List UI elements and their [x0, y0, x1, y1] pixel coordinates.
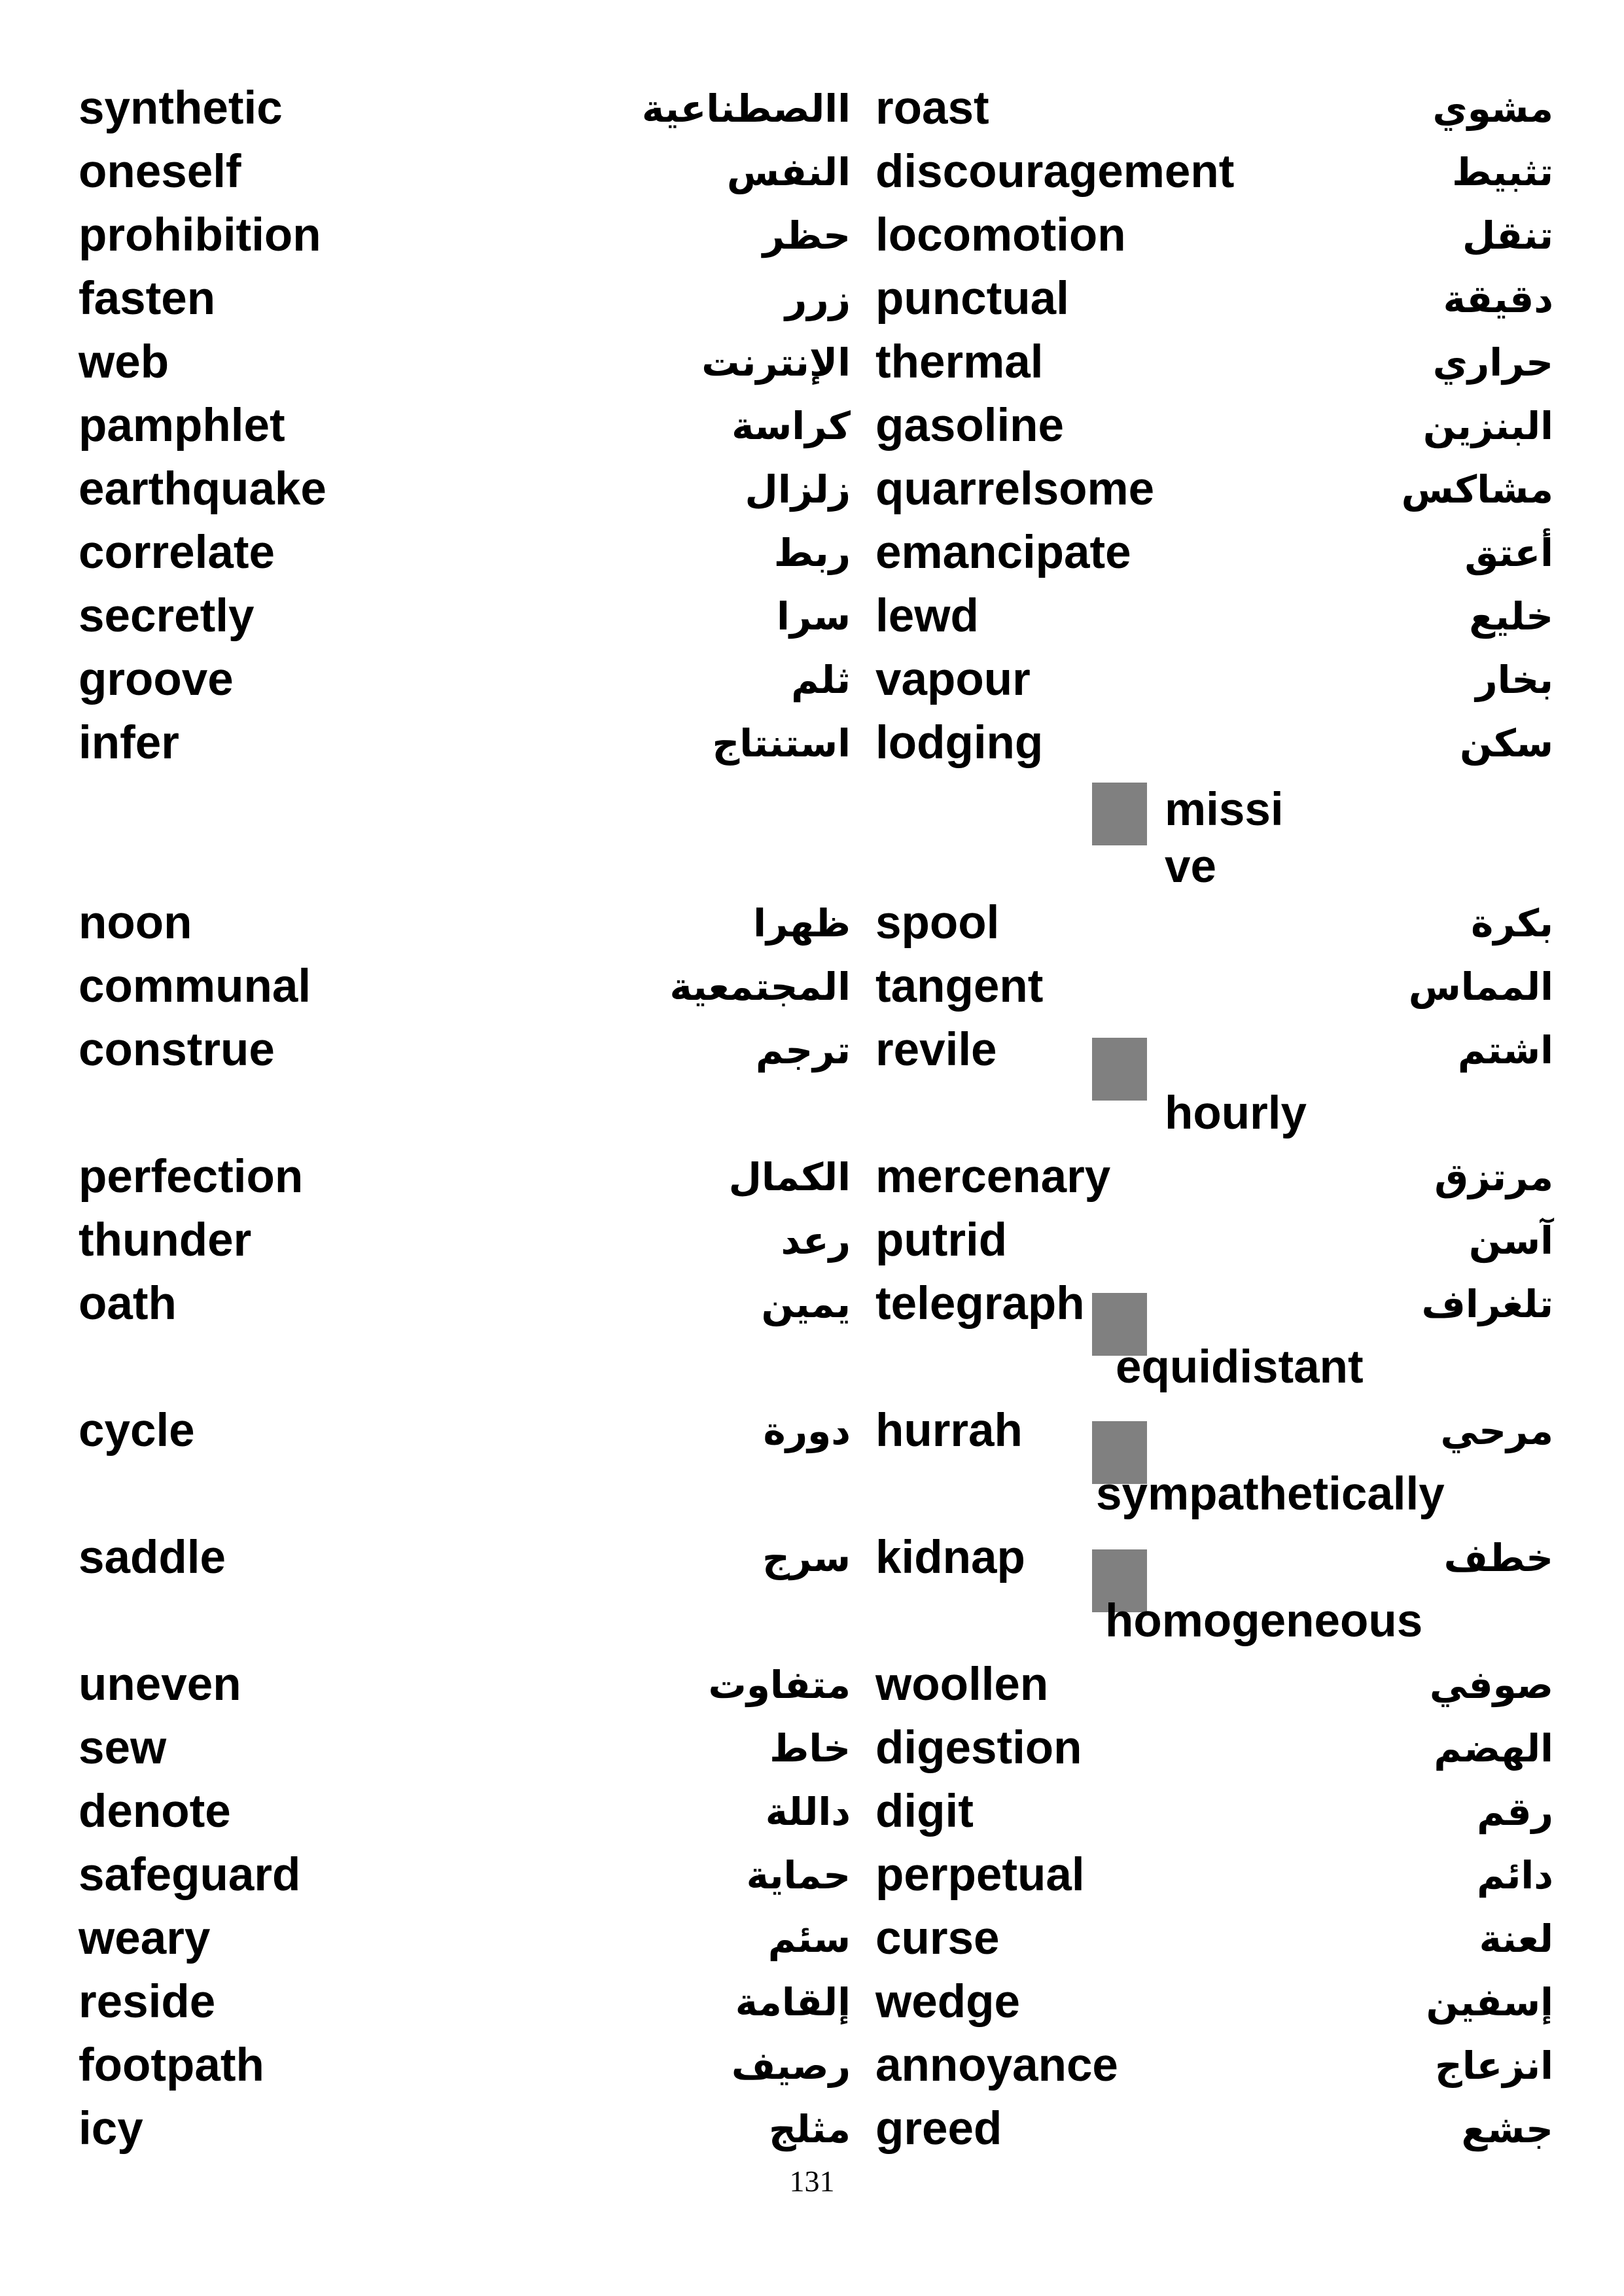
right-en-word: perpetual	[875, 1849, 1085, 1901]
left-en-word: saddle	[79, 1532, 226, 1583]
right-en-word: digestion	[875, 1722, 1082, 1774]
image-placeholder	[1092, 1038, 1147, 1101]
left-en-word: construe	[79, 1024, 275, 1076]
right-en-word: emancipate	[875, 527, 1131, 578]
left-en-word: web	[79, 336, 169, 388]
left-en-word: sew	[79, 1722, 167, 1774]
left-ar-translation: االصطناعية	[641, 86, 851, 131]
left-en-word: cycle	[79, 1405, 195, 1457]
right-ar-translation: حراري	[1432, 340, 1553, 385]
right-ar-translation: جشع	[1461, 2107, 1553, 2151]
left-en-word: thunder	[79, 1214, 252, 1266]
left-ar-translation: رصيف	[731, 2043, 851, 2088]
left-ar-translation: النفس	[726, 150, 851, 194]
floating-word-sympathetically: sympathetically	[1096, 1468, 1445, 1520]
left-ar-translation: إلقامة	[735, 1980, 851, 2024]
right-en-word: punctual	[875, 273, 1069, 325]
left-ar-translation: حظر	[762, 213, 851, 258]
right-ar-translation: إسفين	[1426, 1980, 1553, 2024]
right-ar-translation: مشاكس	[1401, 467, 1553, 512]
right-en-word: revile	[875, 1024, 997, 1076]
left-en-word: perfection	[79, 1151, 304, 1203]
floating-word-hourly: hourly	[1165, 1087, 1307, 1139]
left-ar-translation: زرر	[785, 277, 851, 321]
right-en-word: roast	[875, 82, 989, 134]
right-en-word: mercenary	[875, 1151, 1111, 1203]
right-ar-translation: البنزين	[1422, 404, 1553, 448]
left-ar-translation: كراسة	[732, 404, 851, 448]
right-en-word: vapour	[875, 654, 1031, 705]
left-ar-translation: سئم	[768, 1916, 851, 1961]
floating-word-homogeneous: homogeneous	[1105, 1595, 1423, 1647]
left-ar-translation: خاط	[769, 1726, 851, 1771]
left-en-word: oneself	[79, 146, 241, 198]
left-ar-translation: ربط	[773, 531, 851, 575]
page-number: 131	[789, 2164, 835, 2198]
left-en-word: earthquake	[79, 463, 327, 515]
right-en-word: kidnap	[875, 1532, 1025, 1583]
left-en-word: noon	[79, 897, 192, 949]
left-ar-translation: داللة	[765, 1790, 851, 1834]
right-ar-translation: مرتزق	[1434, 1155, 1553, 1199]
left-ar-translation: سرا	[777, 594, 851, 639]
right-en-word: discouragement	[875, 146, 1235, 198]
left-ar-translation: رعد	[781, 1218, 851, 1263]
right-ar-translation: تلغراف	[1421, 1282, 1553, 1326]
right-ar-translation: دقيقة	[1443, 277, 1553, 321]
left-ar-translation: متفاوت	[708, 1663, 851, 1707]
right-ar-translation: الهضم	[1434, 1726, 1553, 1771]
left-en-word: denote	[79, 1786, 231, 1837]
left-en-word: correlate	[79, 527, 275, 578]
right-ar-translation: بخار	[1475, 658, 1553, 702]
right-en-word: tangent	[875, 961, 1044, 1012]
right-ar-translation: المماس	[1408, 964, 1553, 1009]
left-ar-translation: ظهرا	[753, 901, 851, 945]
floating-word-missive: ve	[1165, 841, 1216, 892]
right-ar-translation: تنقل	[1462, 213, 1553, 258]
right-ar-translation: دائم	[1477, 1853, 1553, 1898]
left-ar-translation: زلزال	[745, 467, 851, 512]
floating-word-equidistant: equidistant	[1116, 1341, 1364, 1393]
left-en-word: communal	[79, 961, 311, 1012]
right-ar-translation: انزعاج	[1435, 2043, 1553, 2088]
left-en-word: prohibition	[79, 209, 321, 261]
left-en-word: weary	[79, 1913, 211, 1964]
right-ar-translation: خليع	[1469, 594, 1553, 639]
right-en-word: lewd	[875, 590, 979, 642]
right-ar-translation: سكن	[1460, 721, 1553, 766]
left-en-word: infer	[79, 717, 179, 769]
right-en-word: annoyance	[875, 2040, 1118, 2091]
right-en-word: locomotion	[875, 209, 1126, 261]
left-en-word: synthetic	[79, 82, 283, 134]
right-ar-translation: تثبيط	[1452, 150, 1553, 194]
right-en-word: telegraph	[875, 1278, 1085, 1330]
right-ar-translation: اشتم	[1457, 1028, 1553, 1072]
left-ar-translation: ثلم	[791, 658, 851, 702]
right-ar-translation: بكرة	[1471, 901, 1553, 945]
left-ar-translation: حماية	[746, 1853, 851, 1898]
left-ar-translation: مثلج	[768, 2107, 851, 2151]
right-en-word: quarrelsome	[875, 463, 1155, 515]
right-ar-translation: مشوي	[1432, 86, 1553, 131]
left-ar-translation: الإنترنت	[701, 340, 851, 385]
left-en-word: footpath	[79, 2040, 264, 2091]
image-placeholder	[1092, 783, 1147, 845]
left-ar-translation: ترجم	[755, 1028, 851, 1072]
right-ar-translation: صوفي	[1429, 1663, 1553, 1707]
right-en-word: digit	[875, 1786, 974, 1837]
right-en-word: thermal	[875, 336, 1044, 388]
left-en-word: oath	[79, 1278, 177, 1330]
left-ar-translation: سرج	[762, 1536, 851, 1580]
left-ar-translation: استنتاج	[712, 721, 851, 766]
right-ar-translation: مرحي	[1440, 1409, 1553, 1453]
right-ar-translation: خطف	[1443, 1536, 1553, 1580]
left-en-word: safeguard	[79, 1849, 301, 1901]
right-en-word: woollen	[875, 1659, 1049, 1710]
right-ar-translation: أعتق	[1464, 531, 1553, 575]
left-ar-translation: دورة	[763, 1409, 851, 1453]
left-ar-translation: الكمال	[728, 1155, 851, 1199]
left-en-word: reside	[79, 1976, 216, 2028]
right-en-word: spool	[875, 897, 1000, 949]
right-en-word: greed	[875, 2103, 1002, 2155]
floating-word-missive: missi	[1165, 784, 1284, 836]
left-en-word: secretly	[79, 590, 255, 642]
left-en-word: groove	[79, 654, 234, 705]
right-ar-translation: لعنة	[1479, 1916, 1553, 1961]
left-en-word: fasten	[79, 273, 216, 325]
left-en-word: pamphlet	[79, 400, 285, 451]
right-en-word: hurrah	[875, 1405, 1023, 1457]
left-en-word: uneven	[79, 1659, 241, 1710]
right-en-word: gasoline	[875, 400, 1065, 451]
right-en-word: lodging	[875, 717, 1044, 769]
left-ar-translation: يمين	[761, 1282, 851, 1326]
left-ar-translation: المجتمعية	[669, 964, 851, 1009]
right-ar-translation: رقم	[1477, 1790, 1553, 1834]
right-en-word: wedge	[875, 1976, 1020, 2028]
right-en-word: putrid	[875, 1214, 1008, 1266]
left-en-word: icy	[79, 2103, 143, 2155]
right-en-word: curse	[875, 1913, 1000, 1964]
right-ar-translation: آسن	[1468, 1218, 1553, 1263]
